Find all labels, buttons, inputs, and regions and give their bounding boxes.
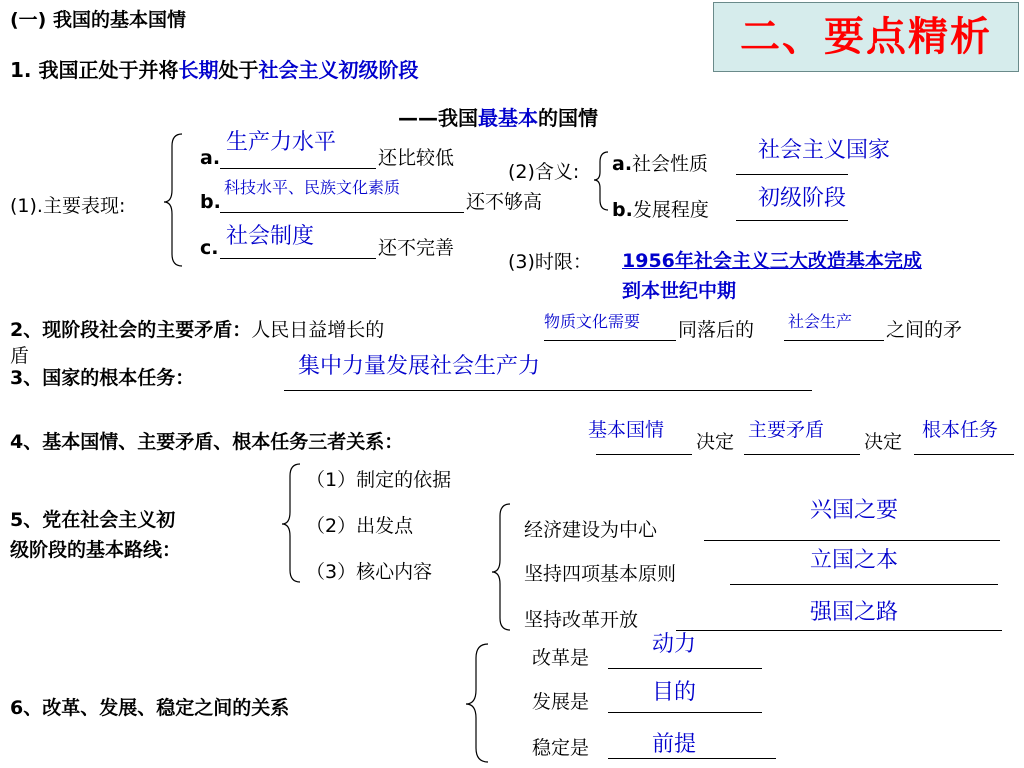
point-1 — [10, 58, 418, 82]
meaning-b — [612, 198, 709, 222]
manifest-a-suffix: 还比较低 — [378, 147, 455, 169]
item-4-blank-3 — [914, 454, 1014, 455]
section-heading: (一) 我国的基本国情 — [10, 9, 186, 31]
item-2 — [10, 318, 384, 342]
meaning-a — [612, 152, 708, 176]
relation-1-text: 改革是 — [532, 647, 590, 669]
item-4-answer-1: 基本国情 — [588, 419, 665, 441]
period-label: (3)时限： — [508, 251, 592, 273]
period-line-1: 1956年社会主义三大改造基本完成 — [622, 250, 922, 272]
note-prefix: ——我国 — [398, 106, 478, 130]
manifest-a-answer: 生产力水平 — [226, 130, 337, 155]
relation-2-text: 发展是 — [532, 691, 590, 713]
manifest-c-letter: c. — [200, 237, 219, 259]
item-2-text-1: 人民日益增长的 — [251, 319, 385, 341]
period-line-2: 到本世纪中期 — [622, 280, 737, 302]
meaning-a-blank — [736, 174, 848, 175]
point-1-mid: 处于 — [218, 58, 259, 82]
relation-2-answer: 目的 — [652, 680, 697, 705]
item-3-title: 3、国家的根本任务： — [10, 367, 195, 389]
item-5-part-2: （2）出发点 — [306, 515, 414, 537]
item-2-blank-2 — [784, 340, 884, 341]
item-5-part-3: （3）核心内容 — [306, 561, 433, 583]
brace-line — [282, 464, 300, 582]
note-keyword: 最基本 — [478, 106, 538, 130]
manifest-b-blank — [220, 212, 464, 213]
meaning-b-blank — [736, 220, 848, 221]
basic-condition-note — [398, 106, 598, 130]
item-5-title-2: 级阶段的基本路线： — [10, 539, 182, 561]
core-2-blank — [730, 584, 998, 585]
core-1-blank — [704, 540, 1000, 541]
relation-2-blank — [608, 712, 762, 713]
item-4-answer-2: 主要矛盾 — [748, 419, 825, 441]
item-4-decides-2: 决定 — [864, 431, 903, 453]
section-title: 二、要点精析 — [740, 14, 992, 60]
core-1-answer: 兴国之要 — [810, 498, 899, 523]
manifest-c-blank — [220, 258, 376, 259]
core-2-answer: 立国之本 — [810, 548, 899, 573]
point-1-prefix: 1. 我国正处于并将 — [10, 58, 179, 82]
meaning-a-letter: a. — [612, 153, 633, 175]
item-5-part-1: （1）制定的依据 — [306, 469, 452, 491]
relation-3-answer: 前提 — [652, 732, 697, 757]
meaning-label: (2)含义: — [508, 161, 580, 183]
core-3-blank — [676, 630, 1002, 631]
item-5-title-1: 5、党在社会主义初 — [10, 509, 176, 531]
meaning-a-text: 社会性质 — [632, 153, 709, 175]
item-2-text-2: 同落后的 — [678, 319, 755, 341]
item-4-answer-3: 根本任务 — [922, 419, 999, 441]
brace-meaning — [594, 152, 608, 210]
item-2-title: 2、现阶段社会的主要矛盾： — [10, 319, 252, 341]
meaning-b-letter: b. — [612, 199, 633, 221]
item-4-blank-2 — [744, 454, 860, 455]
core-2-text: 坚持四项基本原则 — [524, 563, 677, 585]
manifest-a-blank — [220, 168, 376, 169]
core-1-text: 经济建设为中心 — [524, 519, 658, 541]
point-1-keyword-stage: 社会主义初级阶段 — [258, 58, 419, 82]
item-2-blank-1 — [544, 340, 676, 341]
manifest-b-suffix: 还不够高 — [466, 191, 543, 213]
meaning-a-answer: 社会主义国家 — [758, 138, 891, 163]
manifest-b-letter: b. — [200, 191, 221, 213]
item-2-answer-2: 社会生产 — [788, 312, 853, 331]
item-4-title: 4、基本国情、主要矛盾、根本任务三者关系： — [10, 431, 404, 453]
point-1-keyword-long: 长期 — [178, 58, 219, 82]
item-3-blank — [284, 390, 812, 391]
manifest-c-suffix: 还不完善 — [378, 237, 455, 259]
item-2-wrap: 盾 — [10, 345, 30, 367]
manifest-a-letter: a. — [200, 147, 221, 169]
brace-relation — [466, 644, 488, 762]
core-3-text: 坚持改革开放 — [524, 609, 639, 631]
relation-3-blank — [608, 758, 776, 759]
item-4-blank-1 — [596, 454, 692, 455]
item-2-text-3: 之间的矛 — [886, 319, 963, 341]
relation-1-answer: 动力 — [652, 632, 697, 657]
core-3-answer: 强国之路 — [810, 600, 899, 625]
relation-1-blank — [608, 668, 762, 669]
meaning-b-text: 发展程度 — [632, 199, 709, 221]
brace-core — [492, 504, 510, 630]
meaning-b-answer: 初级阶段 — [758, 186, 847, 211]
item-3-answer: 集中力量发展社会生产力 — [298, 354, 541, 379]
manifest-label: (1).主要表现: — [10, 195, 126, 217]
manifest-c-answer: 社会制度 — [226, 224, 315, 249]
item-4-decides-1: 决定 — [696, 431, 735, 453]
item-2-answer-1: 物质文化需要 — [544, 312, 641, 331]
item-6-title: 6、改革、发展、稳定之间的关系 — [10, 697, 290, 719]
note-suffix: 的国情 — [538, 106, 598, 130]
manifest-b-answer: 科技水平、民族文化素质 — [224, 178, 401, 197]
relation-3-text: 稳定是 — [532, 737, 590, 759]
brace-manifest — [164, 134, 182, 266]
